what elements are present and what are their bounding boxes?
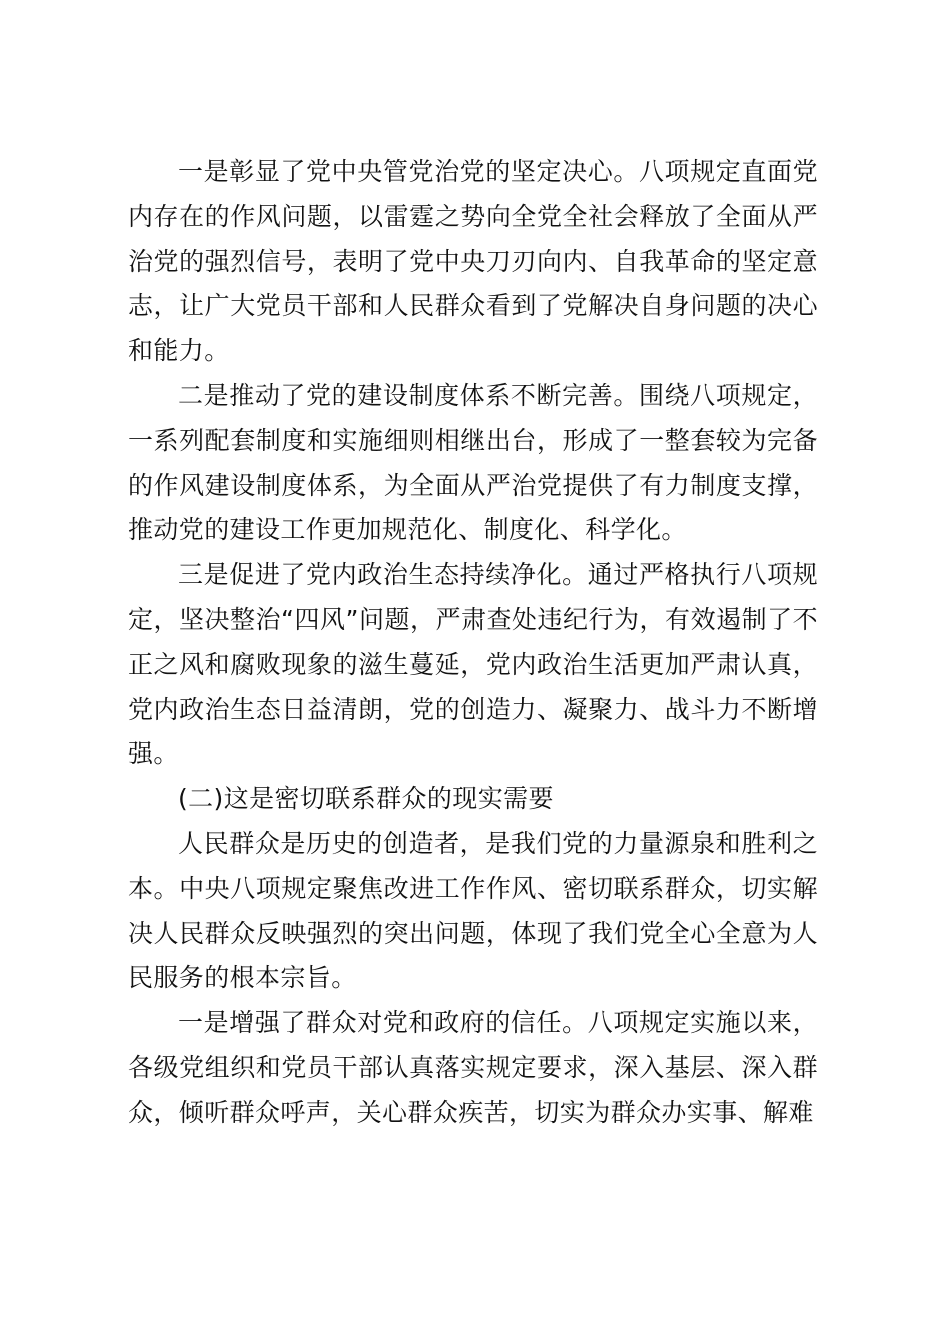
paragraph-effect-one: 一是彰显了党中央管党治党的坚定决心。八项规定直面党内存在的作风问题，以雷霆之势向全党全社会释放了全面从严治党的强烈信号，表明了党中央刀刃向内、自我革命的坚定意志，让广大党员干部和人民群众看到了党解决自身问题的决心和能力。 bbox=[128, 157, 818, 366]
paragraph-effect-three: 三是促进了党内政治生态持续净化。通过严格执行八项规定，坚决整治“四风”问题，严肃查处违纪行为，有效遏制了不正之风和腐败现象的滋生蔓延，党内政治生活更加严肃认真，党内政治生态日益清朗，党的创造力、凝聚力、战斗力不断增强。 bbox=[128, 560, 818, 769]
paragraph-effect-two: 二是推动了党的建设制度体系不断完善。围绕八项规定，一系列配套制度和实施细则相继出台，形成了一整套较为完备的作风建设制度体系，为全面从严治党提供了有力制度支撑，推动党的建设工作更加规范化、制度化、科学化。 bbox=[128, 380, 818, 545]
paragraph-section-intro: 人民群众是历史的创造者，是我们党的力量源泉和胜利之本。中央八项规定聚焦改进工作作风、密切联系群众，切实解决人民群众反映强烈的突出问题，体现了我们党全心全意为人民服务的根本宗旨。 bbox=[128, 828, 818, 993]
section-heading: (二)这是密切联系群众的现实需要 bbox=[178, 784, 554, 814]
document-body bbox=[128, 150, 818, 1136]
paragraph-trust: 一是增强了群众对党和政府的信任。八项规定实施以来，各级党组织和党员干部认真落实规定要求，深入基层、深入群众，倾听群众呼声，关心群众疾苦，切实为群众办实事、解难 bbox=[128, 1008, 818, 1127]
